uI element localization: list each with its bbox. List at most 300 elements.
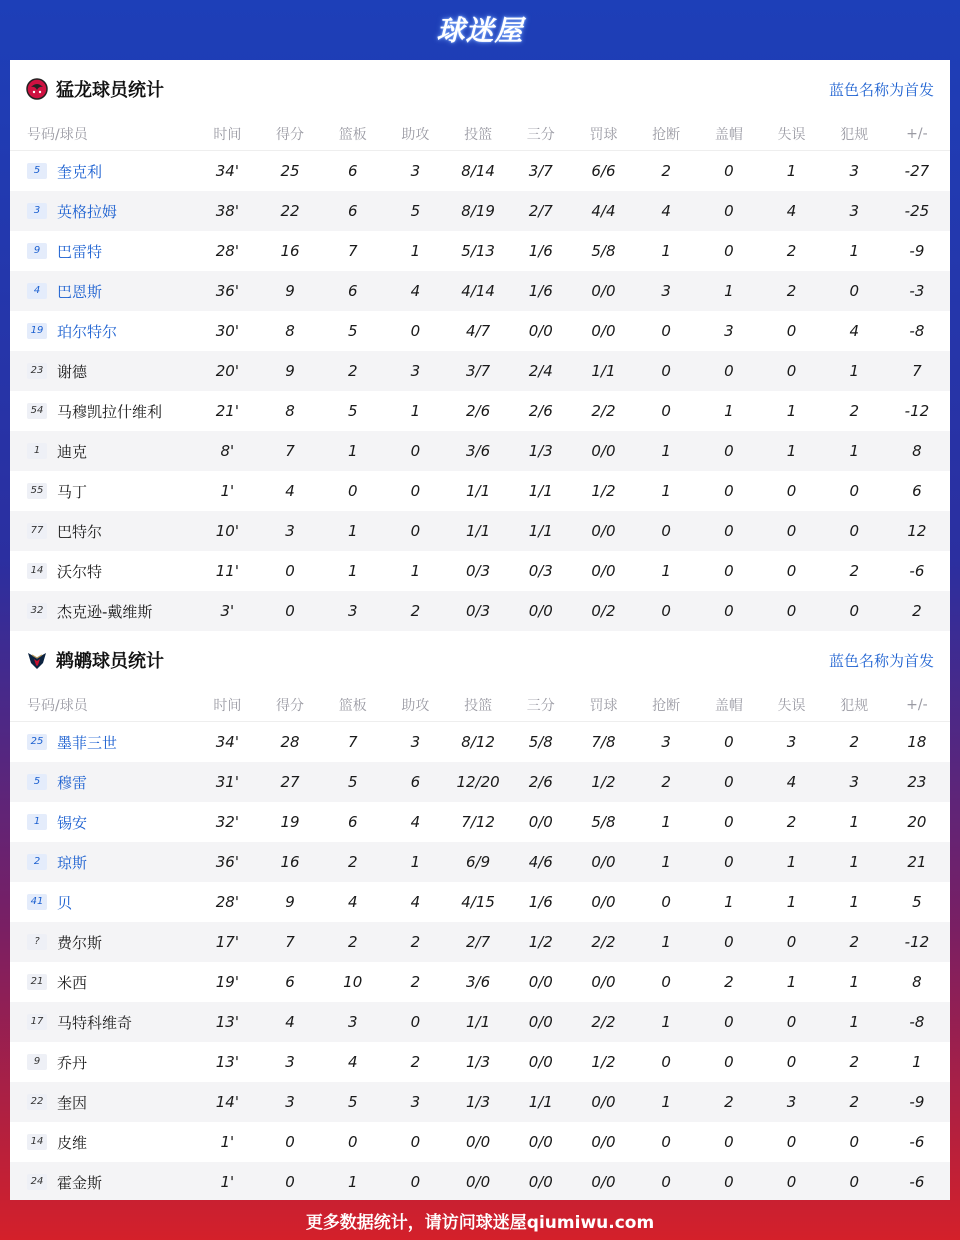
team-section-header	[10, 60, 950, 118]
stat-ast: 2	[410, 933, 421, 951]
jersey-number-badge: 21	[27, 974, 47, 990]
player-cell	[10, 812, 196, 833]
stat-pf: 1	[849, 973, 859, 991]
pelicans-logo-icon	[26, 649, 48, 671]
player-name: 沃尔特	[57, 562, 103, 581]
table-row	[10, 151, 950, 191]
stat-pm: 2	[912, 602, 922, 620]
player-name[interactable]: 珀尔特尔	[57, 322, 118, 341]
table-row	[10, 431, 950, 471]
column-header: +/-	[906, 697, 928, 713]
player-cell	[10, 401, 196, 422]
stat-blk: 0	[724, 162, 734, 180]
stat-pm: -12	[904, 933, 930, 951]
stat-fg: 1/3	[466, 1093, 491, 1111]
stat-ast: 0	[410, 482, 421, 500]
stat-ast: 0	[410, 1133, 421, 1151]
jersey-number-badge: 25	[27, 734, 47, 750]
stat-ft: 0/0	[591, 893, 616, 911]
player-name: 费尔斯	[57, 933, 103, 952]
stat-ft: 5/8	[591, 813, 616, 831]
stat-pm: 6	[912, 482, 922, 500]
stat-tov: 0	[786, 1133, 797, 1151]
stat-ft: 2/2	[591, 933, 616, 951]
player-name: 马丁	[57, 482, 88, 501]
stat-stl: 1	[661, 933, 671, 951]
player-name: 奎因	[57, 1093, 88, 1112]
jersey-number-badge: 3	[27, 203, 47, 219]
stat-blk: 3	[724, 322, 734, 340]
stat-pts: 9	[285, 282, 295, 300]
stat-stl: 0	[661, 362, 671, 380]
stat-pm: -9	[909, 1093, 925, 1111]
column-header: 三分	[526, 698, 555, 714]
stat-tov: 0	[786, 1173, 797, 1191]
stat-fg: 2/7	[466, 933, 491, 951]
stat-three: 0/0	[528, 1013, 553, 1031]
column-header: 抢断	[652, 127, 681, 143]
stat-pm: 23	[907, 773, 927, 791]
player-cell	[10, 561, 196, 582]
column-header: 抢断	[652, 698, 681, 714]
stat-time: 1'	[220, 482, 235, 500]
stat-blk: 0	[724, 1173, 734, 1191]
stat-time: 20'	[215, 362, 239, 380]
column-header: 三分	[526, 127, 555, 143]
stat-ast: 1	[410, 853, 421, 871]
stat-blk: 1	[724, 402, 734, 420]
player-name[interactable]: 贝	[57, 893, 73, 912]
stat-time: 34'	[215, 162, 239, 180]
player-name: 马特科维奇	[57, 1013, 133, 1032]
stat-reb: 6	[347, 813, 358, 831]
stat-stl: 1	[661, 442, 671, 460]
stat-three: 1/1	[528, 1093, 553, 1111]
stat-tov: 2	[786, 242, 797, 260]
player-cell	[10, 201, 196, 222]
stat-reb: 2	[347, 853, 358, 871]
stat-three: 1/6	[528, 893, 553, 911]
stat-ast: 2	[410, 1053, 421, 1071]
jersey-number-badge: 2	[27, 854, 47, 870]
stat-three: 0/0	[528, 1133, 553, 1151]
stat-pf: 3	[849, 773, 859, 791]
stat-three: 1/2	[528, 933, 553, 951]
stat-stl: 4	[661, 202, 671, 220]
jersey-number-badge: 77	[27, 523, 47, 539]
stat-ft: 0/0	[591, 853, 616, 871]
table-row	[10, 1042, 950, 1082]
jersey-number-badge: 54	[27, 403, 47, 419]
stat-pf: 0	[849, 482, 859, 500]
stat-ft: 0/0	[591, 562, 616, 580]
stat-blk: 2	[724, 973, 734, 991]
stat-fg: 1/1	[466, 522, 491, 540]
stat-reb: 0	[347, 482, 358, 500]
player-cell	[10, 321, 196, 342]
player-name[interactable]: 巴恩斯	[57, 282, 103, 301]
stat-time: 38'	[215, 202, 239, 220]
stat-ast: 1	[410, 562, 421, 580]
stat-tov: 1	[786, 893, 797, 911]
player-cell	[10, 932, 196, 953]
stat-three: 2/6	[528, 402, 553, 420]
stat-three: 3/7	[528, 162, 553, 180]
stat-fg: 8/12	[461, 733, 495, 751]
stat-tov: 1	[786, 442, 797, 460]
stat-pm: 21	[907, 853, 927, 871]
stat-ast: 0	[410, 442, 421, 460]
stat-time: 34'	[215, 733, 239, 751]
stat-tov: 2	[786, 813, 797, 831]
stat-stl: 0	[661, 1053, 671, 1071]
stat-pf: 0	[849, 1133, 859, 1151]
jersey-number-badge: 17	[27, 1014, 47, 1030]
stat-fg: 8/14	[461, 162, 495, 180]
stat-pf: 1	[849, 813, 859, 831]
stat-time: 3'	[220, 602, 235, 620]
starter-legend-note: 蓝色名称为首发	[828, 80, 934, 99]
stat-blk: 0	[724, 522, 734, 540]
column-header: 助攻	[401, 698, 430, 714]
stat-pts: 6	[285, 973, 295, 991]
stat-pm: -6	[909, 1173, 925, 1191]
stat-ast: 2	[410, 602, 421, 620]
team-title: 鹈鹕球员统计	[56, 651, 164, 672]
jersey-number-badge: 5	[27, 163, 47, 179]
table-row	[10, 391, 950, 431]
stat-time: 31'	[215, 773, 239, 791]
stat-ast: 0	[410, 1013, 421, 1031]
footer-banner	[0, 1200, 960, 1240]
player-cell	[10, 1012, 196, 1033]
stat-fg: 0/3	[466, 562, 491, 580]
stat-pm: -12	[904, 402, 930, 420]
stat-stl: 1	[661, 1013, 671, 1031]
stat-ast: 4	[410, 282, 421, 300]
stat-ft: 0/0	[591, 1093, 616, 1111]
stat-stl: 0	[661, 322, 671, 340]
stat-time: 14'	[215, 1093, 239, 1111]
column-header: 犯规	[840, 698, 869, 714]
stat-blk: 0	[724, 813, 734, 831]
stat-ast: 3	[410, 733, 421, 751]
stat-three: 2/7	[528, 202, 553, 220]
stat-tov: 3	[786, 1093, 797, 1111]
stat-pm: 12	[907, 522, 927, 540]
table-row	[10, 722, 950, 762]
stat-pf: 4	[849, 322, 859, 340]
column-header: 篮板	[338, 698, 367, 714]
player-cell	[10, 241, 196, 262]
table-row	[10, 511, 950, 551]
stat-fg: 1/3	[466, 1053, 491, 1071]
table-header-row	[10, 689, 950, 722]
stat-time: 19'	[215, 973, 239, 991]
column-header: 时间	[213, 698, 242, 714]
player-name[interactable]: 墨菲三世	[57, 733, 118, 752]
team-section	[10, 60, 950, 631]
stat-pf: 1	[849, 442, 859, 460]
stat-time: 8'	[220, 442, 235, 460]
stat-stl: 3	[661, 733, 671, 751]
jersey-number-badge: 14	[27, 563, 47, 579]
stat-reb: 1	[347, 522, 358, 540]
stat-stl: 0	[661, 973, 671, 991]
jersey-number-badge: 5	[27, 774, 47, 790]
stat-blk: 0	[724, 202, 734, 220]
team-section	[10, 631, 950, 1200]
player-name: 霍金斯	[57, 1173, 103, 1192]
table-row	[10, 882, 950, 922]
stat-time: 32'	[215, 813, 239, 831]
player-name[interactable]: 锡安	[57, 813, 88, 832]
stat-fg: 3/6	[466, 973, 491, 991]
stat-stl: 1	[661, 482, 671, 500]
table-row	[10, 591, 950, 631]
stat-ft: 1/1	[591, 362, 616, 380]
stat-pts: 0	[285, 602, 295, 620]
stat-ft: 1/2	[591, 1053, 616, 1071]
stat-blk: 0	[724, 602, 734, 620]
stat-tov: 4	[786, 773, 797, 791]
player-name: 米西	[57, 973, 88, 992]
player-name[interactable]: 琼斯	[57, 853, 88, 872]
stat-time: 30'	[215, 322, 239, 340]
stat-time: 36'	[215, 853, 239, 871]
stat-ast: 0	[410, 322, 421, 340]
stat-pm: -25	[904, 202, 930, 220]
player-cell	[10, 281, 196, 302]
starter-legend-note: 蓝色名称为首发	[828, 651, 934, 670]
table-row	[10, 802, 950, 842]
stat-time: 13'	[215, 1013, 239, 1031]
stat-ft: 2/2	[591, 402, 616, 420]
table-row	[10, 351, 950, 391]
stat-reb: 3	[347, 1013, 358, 1031]
stat-pts: 25	[280, 162, 300, 180]
stat-pts: 7	[285, 933, 295, 951]
stat-fg: 1/1	[466, 482, 491, 500]
stat-fg: 3/6	[466, 442, 491, 460]
stat-stl: 1	[661, 242, 671, 260]
player-name[interactable]: 英格拉姆	[57, 202, 118, 221]
stat-blk: 0	[724, 442, 734, 460]
stat-blk: 0	[724, 1053, 734, 1071]
stat-pts: 27	[280, 773, 300, 791]
stat-tov: 1	[786, 162, 797, 180]
stat-pts: 4	[285, 1013, 295, 1031]
table-row	[10, 962, 950, 1002]
stat-fg: 0/0	[466, 1173, 491, 1191]
stat-pf: 1	[849, 1013, 859, 1031]
stat-pts: 3	[285, 1053, 295, 1071]
stat-pts: 9	[285, 893, 295, 911]
stat-ft: 0/0	[591, 522, 616, 540]
column-header: 罚球	[589, 127, 618, 143]
stat-blk: 0	[724, 853, 734, 871]
player-cell	[10, 772, 196, 793]
column-header: 失误	[777, 127, 806, 143]
stat-reb: 1	[347, 562, 358, 580]
jersey-number-badge: 9	[27, 243, 47, 259]
stat-fg: 7/12	[461, 813, 495, 831]
table-row	[10, 842, 950, 882]
jersey-number-badge: 24	[27, 1174, 47, 1190]
stat-tov: 1	[786, 853, 797, 871]
stat-fg: 0/3	[466, 602, 491, 620]
stat-reb: 7	[347, 242, 358, 260]
column-header: 助攻	[401, 127, 430, 143]
stat-pf: 2	[849, 733, 859, 751]
player-cell	[10, 601, 196, 622]
stat-fg: 3/7	[466, 362, 491, 380]
stat-blk: 0	[724, 1013, 734, 1031]
stat-pf: 0	[849, 282, 859, 300]
stat-ft: 2/2	[591, 1013, 616, 1031]
player-name[interactable]: 奎克利	[57, 162, 103, 181]
player-name: 乔丹	[57, 1053, 88, 1072]
stat-tov: 0	[786, 522, 797, 540]
stat-tov: 0	[786, 562, 797, 580]
table-row	[10, 1122, 950, 1162]
stat-three: 1/3	[528, 442, 553, 460]
player-cell	[10, 732, 196, 753]
stat-pf: 2	[849, 1053, 859, 1071]
stat-stl: 1	[661, 562, 671, 580]
stat-reb: 5	[347, 322, 358, 340]
stat-reb: 6	[347, 162, 358, 180]
stat-time: 10'	[215, 522, 239, 540]
player-name[interactable]: 巴雷特	[57, 242, 103, 261]
player-cell	[10, 521, 196, 542]
stat-pm: 5	[912, 893, 922, 911]
stat-pm: 8	[912, 973, 922, 991]
player-cell	[10, 441, 196, 462]
stat-fg: 8/19	[461, 202, 495, 220]
stat-pts: 0	[285, 1173, 295, 1191]
stat-ast: 3	[410, 162, 421, 180]
stat-time: 1'	[220, 1173, 235, 1191]
stat-pm: 7	[912, 362, 922, 380]
table-row	[10, 922, 950, 962]
stat-ft: 1/2	[591, 773, 616, 791]
stat-three: 5/8	[528, 733, 553, 751]
stat-ft: 4/4	[591, 202, 616, 220]
stat-blk: 1	[724, 282, 734, 300]
table-header-row	[10, 118, 950, 151]
player-cell	[10, 972, 196, 993]
player-name: 杰克逊-戴维斯	[57, 602, 153, 621]
stat-ast: 6	[410, 773, 421, 791]
stat-pts: 8	[285, 402, 295, 420]
stat-time: 1'	[220, 1133, 235, 1151]
stat-three: 0/0	[528, 973, 553, 991]
stat-blk: 0	[724, 482, 734, 500]
stat-tov: 1	[786, 973, 797, 991]
stat-stl: 3	[661, 282, 671, 300]
stat-pf: 2	[849, 562, 859, 580]
stat-stl: 2	[661, 162, 671, 180]
stat-time: 21'	[215, 402, 239, 420]
stat-ast: 4	[410, 893, 421, 911]
stat-ft: 6/6	[591, 162, 616, 180]
stat-pf: 2	[849, 1093, 859, 1111]
stat-time: 11'	[215, 562, 239, 580]
column-header: 时间	[213, 127, 242, 143]
stat-reb: 4	[347, 893, 358, 911]
stat-reb: 2	[347, 933, 358, 951]
stat-ast: 1	[410, 402, 421, 420]
stat-stl: 2	[661, 773, 671, 791]
stat-fg: 4/15	[461, 893, 495, 911]
stat-fg: 2/6	[466, 402, 491, 420]
stat-three: 0/0	[528, 602, 553, 620]
stat-pts: 7	[285, 442, 295, 460]
stat-three: 2/6	[528, 773, 553, 791]
column-header: 失误	[777, 698, 806, 714]
stat-three: 0/3	[528, 562, 553, 580]
stat-pts: 19	[280, 813, 300, 831]
stat-pts: 3	[285, 1093, 295, 1111]
stat-blk: 0	[724, 362, 734, 380]
stat-reb: 10	[343, 973, 363, 991]
stat-stl: 1	[661, 853, 671, 871]
stat-pts: 0	[285, 1133, 295, 1151]
stat-blk: 1	[724, 893, 734, 911]
table-row	[10, 311, 950, 351]
column-header: 号码/球员	[27, 698, 88, 714]
stat-three: 2/4	[528, 362, 553, 380]
table-row	[10, 762, 950, 802]
stat-pm: 8	[912, 442, 922, 460]
stat-tov: 0	[786, 322, 797, 340]
stat-stl: 0	[661, 402, 671, 420]
player-cell	[10, 161, 196, 182]
player-cell	[10, 1052, 196, 1073]
stat-tov: 0	[786, 933, 797, 951]
stat-ast: 0	[410, 522, 421, 540]
stat-fg: 6/9	[466, 853, 491, 871]
stat-pf: 1	[849, 242, 859, 260]
jersey-number-badge: ?	[27, 934, 47, 950]
stat-reb: 3	[347, 602, 358, 620]
stat-three: 4/6	[528, 853, 553, 871]
stat-reb: 5	[347, 1093, 358, 1111]
player-cell	[10, 1092, 196, 1113]
stat-reb: 1	[347, 442, 358, 460]
player-name: 巴特尔	[57, 522, 103, 541]
stat-pf: 0	[849, 522, 859, 540]
stat-ft: 7/8	[591, 733, 616, 751]
brand-header	[0, 0, 960, 58]
stat-pf: 2	[849, 933, 859, 951]
stat-ast: 0	[410, 1173, 421, 1191]
stat-time: 28'	[215, 893, 239, 911]
stat-blk: 0	[724, 773, 734, 791]
stat-pm: -27	[904, 162, 930, 180]
stat-pf: 0	[849, 1173, 859, 1191]
column-header: 罚球	[589, 698, 618, 714]
stat-three: 1/1	[528, 482, 553, 500]
stat-ft: 1/2	[591, 482, 616, 500]
column-header: 投篮	[464, 698, 493, 714]
jersey-number-badge: 14	[27, 1134, 47, 1150]
player-name[interactable]: 穆雷	[57, 773, 88, 792]
stat-fg: 5/13	[461, 242, 495, 260]
stat-reb: 2	[347, 362, 358, 380]
table-row	[10, 471, 950, 511]
